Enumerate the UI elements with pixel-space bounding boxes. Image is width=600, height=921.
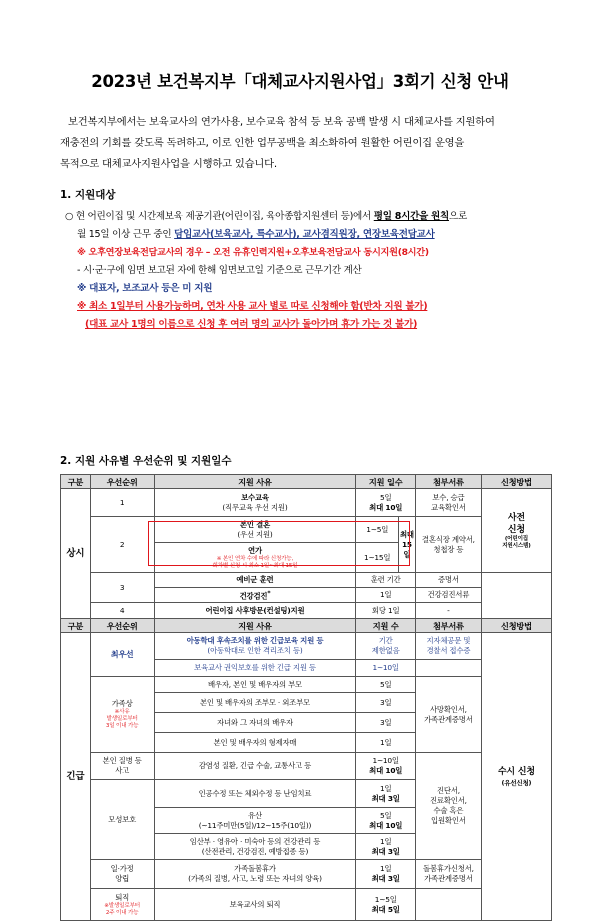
text: 연가 bbox=[248, 545, 262, 555]
text: ※ 본인 연차 수에 따라 신청가능, bbox=[216, 555, 294, 562]
text: 본인 질병 등 bbox=[102, 756, 142, 765]
reason-cell bbox=[154, 808, 356, 834]
days-cell: 훈련 기간 bbox=[356, 573, 416, 588]
text: 수시 신청 bbox=[497, 766, 535, 777]
eligibility-note-minimum: ※ 최소 1일부터 사용가능하며, 연차 사용 교사 별로 따로 신청해야 함(반차 지원 불가) bbox=[77, 301, 428, 312]
text: 임산부 · 영유아 · 미숙아 등의 건강관리 등 bbox=[189, 836, 321, 846]
intro-line: 목적으로 대체교사지원사업을 시행하고 있습니다. bbox=[60, 158, 277, 170]
category-normal: 상시 bbox=[61, 489, 91, 619]
table-row bbox=[61, 753, 552, 780]
reason-cell bbox=[154, 633, 356, 660]
reason-cell bbox=[154, 517, 356, 543]
priority-family bbox=[90, 677, 154, 753]
text: 아동학대 후속조치를 위한 긴급보육 지원 등 bbox=[186, 636, 324, 645]
text: (~11주미만(5일)/12~15주(10일)) bbox=[198, 820, 312, 830]
text: 돌봄휴가신청서, bbox=[423, 864, 474, 873]
text: 사전 bbox=[507, 512, 525, 523]
reason-cell: 자녀와 그 자녀의 배우자 bbox=[154, 713, 356, 733]
docs-cell: 건강검진서류 bbox=[415, 588, 481, 603]
priority-cell: 4 bbox=[90, 603, 154, 619]
text: 15일 bbox=[401, 539, 412, 559]
method-cell-empty bbox=[481, 573, 551, 619]
method-cell-anytime bbox=[481, 633, 551, 921]
header-cell: 우선순위 bbox=[90, 619, 154, 633]
text: 현 어린이집 및 시간제보육 제공기관(어린이집, 육아종합지원센터 등)에서 bbox=[75, 211, 374, 222]
text: 입원확인서 bbox=[431, 816, 466, 825]
text: 지원시스템) bbox=[502, 542, 531, 549]
eligibility-note-report: - 시·군·구에 임면 보고된 자에 한해 임면보고일 기준으로 근무기간 계산 bbox=[77, 265, 362, 276]
reason-cell bbox=[154, 588, 356, 603]
header-cell: 구분 bbox=[61, 475, 91, 489]
text: 건강검진 bbox=[239, 591, 268, 601]
text: 청첩장 등 bbox=[433, 544, 464, 554]
reason-cell: 배우자, 본인 및 배우자의 부모 bbox=[154, 677, 356, 693]
text: 퇴직 bbox=[115, 892, 130, 902]
header-cell: 첨부서류 bbox=[415, 475, 481, 489]
priority-retire bbox=[90, 889, 154, 921]
text: 유산 bbox=[248, 810, 262, 820]
reason-cell: 예비군 훈련 bbox=[154, 573, 356, 588]
text: 본인 결혼 bbox=[239, 519, 271, 529]
text: ※발생일로부터 bbox=[104, 902, 140, 909]
text: (우선 지원) bbox=[237, 529, 273, 539]
header-cell: 첨부서류 bbox=[415, 619, 481, 633]
table-header-row bbox=[61, 619, 552, 633]
text: 2주 이내 가능 bbox=[105, 909, 139, 916]
priority-maternity: 모성보호 bbox=[90, 780, 154, 860]
days-cell: 1~15일 bbox=[356, 543, 399, 573]
table-row bbox=[61, 633, 552, 660]
text: * bbox=[267, 589, 271, 597]
text: 1~10일 bbox=[372, 756, 399, 765]
text: 최대 bbox=[399, 529, 414, 539]
text: 수술 혹은 bbox=[433, 806, 464, 815]
text: 양립 bbox=[115, 874, 130, 883]
docs-cell bbox=[415, 753, 481, 860]
header-cell: 신청방법 bbox=[481, 475, 551, 489]
text: 최대 3일 bbox=[371, 874, 400, 883]
text: 1일 bbox=[379, 836, 392, 846]
days-cell: 3일 bbox=[356, 693, 416, 713]
reason-cell: 어린이집 사후방문(컨설팅)지원 bbox=[154, 603, 356, 619]
text: 5일 bbox=[379, 810, 392, 820]
days-cell bbox=[356, 489, 416, 517]
text: 진단서, bbox=[436, 786, 460, 795]
table-row bbox=[61, 517, 552, 543]
text: 최대 3일 bbox=[371, 846, 400, 856]
docs-cell bbox=[415, 489, 481, 517]
text: 기간 bbox=[378, 636, 393, 645]
text: (어린이집 bbox=[504, 535, 528, 542]
priority-worklife bbox=[90, 860, 154, 889]
text: ※사유 bbox=[114, 709, 130, 715]
text: 경찰서 접수증 bbox=[426, 646, 471, 655]
docs-cell: 증명서 bbox=[415, 573, 481, 588]
header-cell: 지원 사유 bbox=[154, 619, 356, 633]
table-row bbox=[61, 677, 552, 693]
text: 가족상 bbox=[111, 699, 133, 708]
days-cell: 5일 bbox=[356, 677, 416, 693]
text: 최대 3일 bbox=[371, 793, 400, 803]
priority-top: 최우선 bbox=[90, 633, 154, 677]
priority-sick bbox=[90, 753, 154, 780]
eligibility-note-afternoon: ※ 오후연장보육전담교사의 경우 – 오전 유휴인력지원+오후보육전담교사 동시지원(8시간) bbox=[77, 247, 429, 258]
eligibility-line-1 bbox=[65, 208, 467, 222]
reason-cell: 보육교사 권익보호를 위한 긴급 지원 등 bbox=[154, 660, 356, 677]
text: 교육확인서 bbox=[431, 502, 466, 512]
days-cell bbox=[356, 808, 416, 834]
days-cell bbox=[356, 753, 416, 780]
header-cell: 지원 수 bbox=[356, 619, 416, 633]
text: (아동학대로 인한 격리조치 등) bbox=[207, 646, 303, 655]
table-row bbox=[61, 603, 552, 619]
section-heading-eligibility: 1. 지원대상 bbox=[60, 189, 116, 201]
text: 가족관계증명서 bbox=[424, 714, 473, 724]
emphasis-text: 평일 8시간을 원칙 bbox=[373, 211, 449, 222]
days-cell bbox=[356, 834, 416, 860]
days-cell bbox=[356, 780, 416, 808]
reason-cell: 본인 및 배우자의 형제자매 bbox=[154, 733, 356, 753]
table-row bbox=[61, 573, 552, 588]
text: 으로 bbox=[448, 211, 467, 222]
table-row bbox=[61, 889, 552, 921]
priority-table bbox=[60, 474, 552, 921]
days-cell bbox=[356, 633, 416, 660]
text: (산전관리, 건강검진, 예방접종 등) bbox=[201, 846, 309, 856]
priority-cell: 1 bbox=[90, 489, 154, 517]
reason-cell: 보육교사의 퇴직 bbox=[154, 889, 356, 921]
reason-cell bbox=[154, 489, 356, 517]
days-cell: 1일 bbox=[356, 588, 416, 603]
table-row bbox=[61, 489, 552, 517]
document-title: 2023년 보건복지부「대체교사지원사업」3회기 신청 안내 bbox=[91, 72, 509, 91]
docs-cell bbox=[415, 660, 481, 677]
reason-cell: 감염성 질환, 긴급 수술, 교통사고 등 bbox=[154, 753, 356, 780]
text: 3일 이내 가능 bbox=[105, 723, 139, 729]
text: 1일 bbox=[379, 864, 392, 873]
table-header-row bbox=[61, 475, 552, 489]
reason-cell: 본인 및 배우자의 조부모 · 외조부모 bbox=[154, 693, 356, 713]
intro-paragraph bbox=[60, 112, 560, 175]
method-cell-advance bbox=[481, 489, 551, 573]
text: 신청 bbox=[507, 524, 525, 535]
table-row bbox=[61, 860, 552, 889]
text: 진료확인서, bbox=[429, 796, 467, 805]
header-cell: 구분 bbox=[61, 619, 91, 633]
text: 가족돌봄휴가 bbox=[234, 864, 276, 873]
header-cell: 지원 사유 bbox=[154, 475, 356, 489]
section-heading-priority: 2. 지원 사유별 우선순위 및 지원일수 bbox=[60, 455, 232, 467]
header-cell: 지원 일수 bbox=[356, 475, 416, 489]
text: 1일 bbox=[379, 783, 392, 793]
text: 발생일로부터 bbox=[106, 716, 138, 722]
text: 최대 10일 bbox=[369, 502, 403, 512]
text: 회차별 신청 시 최소 1일~최대 15일 bbox=[212, 562, 298, 569]
eligibility-note-representative: (대표 교사 1명의 이름으로 신청 후 여러 명의 교사가 돌아가며 휴가 가는 것 불가) bbox=[85, 319, 418, 330]
text: 일·가정 bbox=[110, 864, 134, 873]
intro-line: 보건복지부에서는 보육교사의 연가사용, 보수교육 참석 등 보육 공백 발생 시 대체교사를 지원하여 bbox=[68, 116, 495, 128]
emphasis-text: 담임교사(보육교사, 특수교사), 교사겸직원장, 연장보육전담교사 bbox=[174, 229, 435, 240]
days-cell: 회당 1일 bbox=[356, 603, 416, 619]
text: 사망확인서, bbox=[429, 704, 467, 714]
eligibility-note-excluded: ※ 대표자, 보조교사 등은 미 지원 bbox=[77, 283, 213, 294]
text: 지자체공문 및 bbox=[426, 636, 471, 645]
intro-line: 재충전의 기회를 갖도록 독려하고, 이로 인한 업무공백을 최소화하여 원활한 어린이집 운영을 bbox=[60, 137, 465, 149]
text: 결혼식장 계약서, bbox=[421, 534, 475, 544]
text: 월 15일 이상 근무 중인 bbox=[77, 229, 175, 240]
header-cell: 우선순위 bbox=[90, 475, 154, 489]
days-cell: 3일 bbox=[356, 713, 416, 733]
docs-cell bbox=[415, 860, 481, 889]
text: (유선신청) bbox=[501, 778, 532, 787]
days-cell: 1~10일 bbox=[356, 660, 416, 677]
text: (가족의 질병, 사고, 노령 또는 자녀의 양육) bbox=[188, 874, 322, 883]
text: 제한없음 bbox=[371, 646, 400, 655]
days-cell bbox=[356, 860, 416, 889]
text: 1~5일 bbox=[374, 894, 397, 904]
text: 최대 10일 bbox=[369, 766, 403, 775]
days-cell bbox=[356, 889, 416, 921]
priority-cell: 3 bbox=[90, 573, 154, 603]
text: 최대 5일 bbox=[371, 904, 400, 914]
docs-cell bbox=[415, 889, 481, 921]
reason-cell bbox=[154, 860, 356, 889]
docs-cell bbox=[415, 633, 481, 660]
reason-cell: 인공수정 또는 체외수정 등 난임치료 bbox=[154, 780, 356, 808]
eligibility-line-2 bbox=[77, 226, 435, 240]
docs-cell bbox=[415, 677, 481, 753]
reason-cell bbox=[154, 543, 356, 573]
docs-cell: - bbox=[415, 603, 481, 619]
text: 가족관계증명서 bbox=[424, 874, 473, 883]
category-urgent: 긴급 bbox=[61, 633, 91, 921]
text: (직무교육 우선 지원) bbox=[222, 502, 288, 512]
header-cell: 신청방법 bbox=[481, 619, 551, 633]
reason-cell bbox=[154, 834, 356, 860]
priority-cell: 2 bbox=[90, 517, 154, 573]
docs-cell bbox=[415, 517, 481, 573]
text: 보수교육 bbox=[241, 492, 269, 502]
text: 사고 bbox=[115, 766, 130, 775]
days-cell: 1~5일 bbox=[356, 517, 399, 543]
days-cell: 1일 bbox=[356, 733, 416, 753]
text: 보수, 승급 bbox=[432, 492, 465, 502]
text: 5일 bbox=[379, 492, 392, 502]
days-max-cell bbox=[398, 517, 415, 573]
text: 최대 10일 bbox=[369, 820, 403, 830]
bullet-icon: ○ bbox=[65, 211, 74, 222]
